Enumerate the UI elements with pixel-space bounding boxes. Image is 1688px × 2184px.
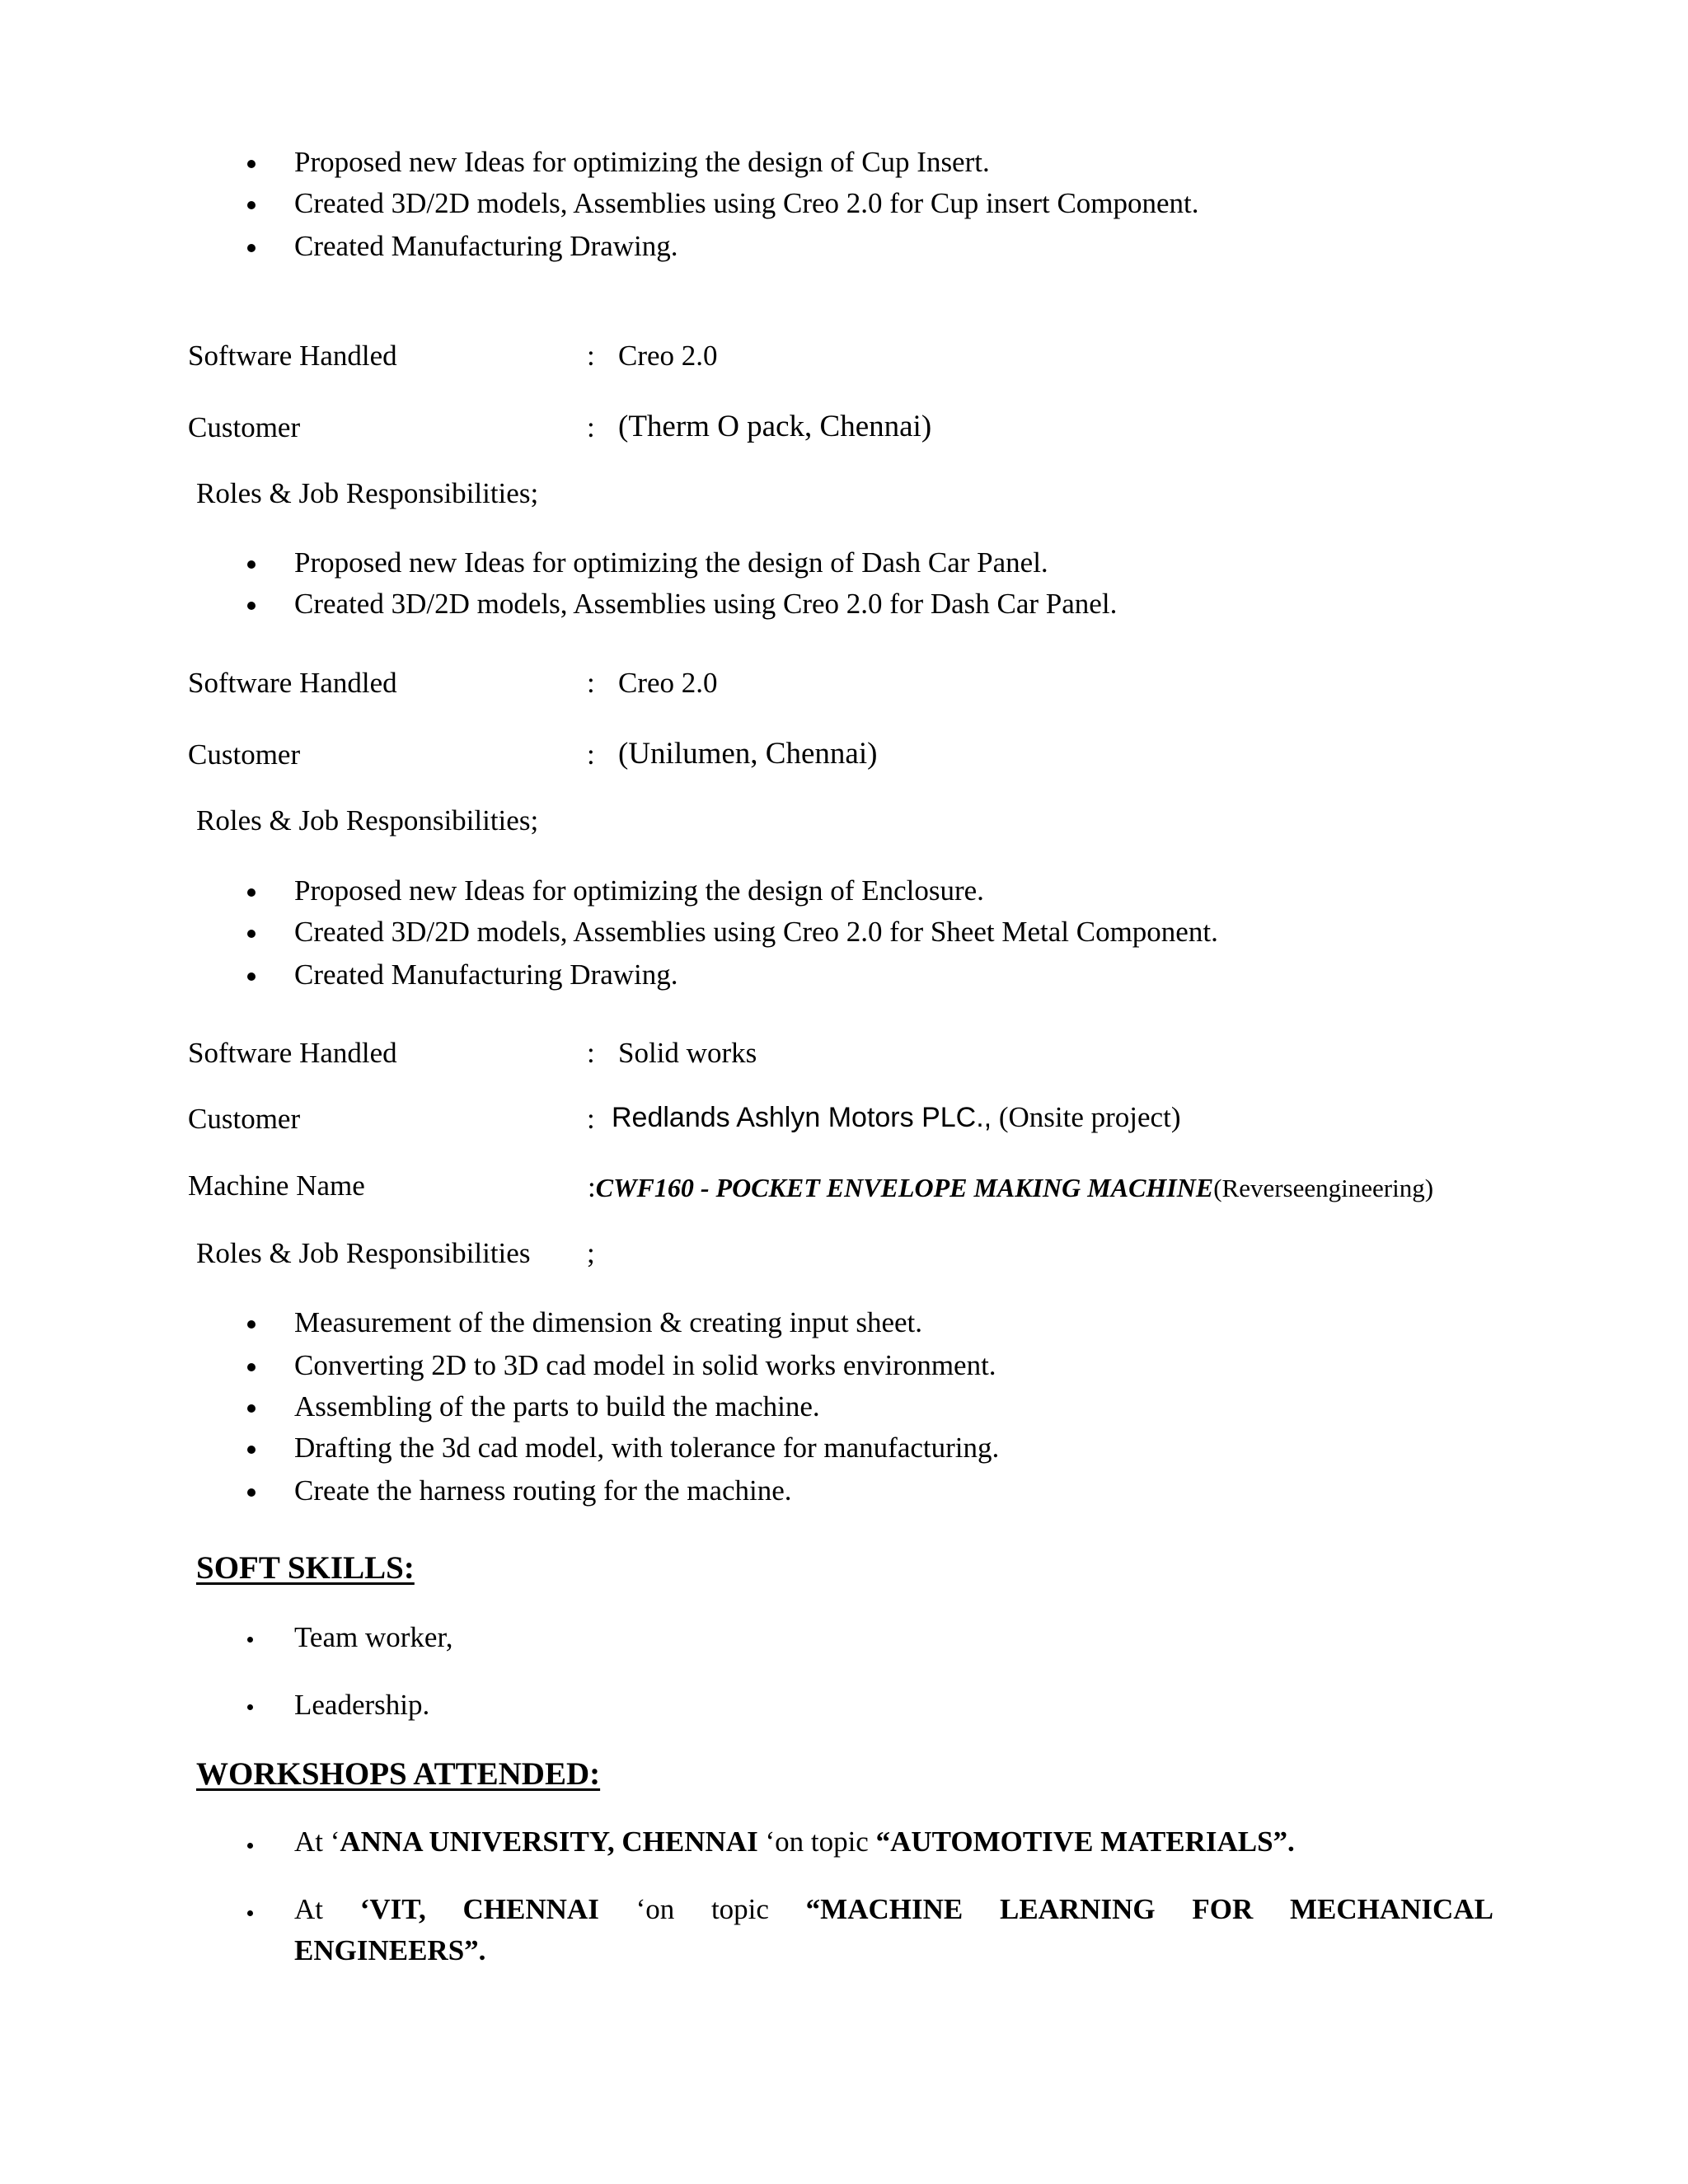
customer-value (612, 1100, 1180, 1135)
roles-suffix: ; (587, 1237, 595, 1269)
bullet-icon (247, 1910, 253, 1916)
machine-note: (Reverseengineering) (1213, 1174, 1434, 1202)
roles-label: Roles & Job Responsibilities (196, 1237, 531, 1269)
machine-label: Machine Name (188, 1169, 365, 1202)
list-item: Create the harness routing for the machine. (294, 1474, 792, 1507)
field-colon: : (587, 1037, 595, 1069)
bullet-icon (247, 1404, 256, 1413)
bullet-icon (247, 1637, 253, 1643)
word: ‘VIT, (359, 1893, 426, 1925)
customer-label: Customer (188, 411, 301, 443)
roles-label: Roles & Job Responsibilities; (196, 477, 539, 509)
machine-name: CWF160 - POCKET ENVELOPE MAKING MACHINE (595, 1173, 1214, 1202)
bullet-icon (247, 1446, 256, 1454)
workshop-at: At ‘ (294, 1825, 340, 1858)
field-colon: : (587, 340, 595, 372)
list-item: Drafting the 3d cad model, with tolerance for manufacturing. (294, 1432, 1000, 1464)
bullet-icon (247, 930, 256, 938)
word: “MACHINE (805, 1893, 964, 1925)
bullet-icon (247, 201, 256, 209)
word: ‘on (635, 1893, 675, 1925)
software-label: Software Handled (188, 667, 397, 699)
word: LEARNING (999, 1893, 1156, 1925)
customer-note: (Onsite project) (998, 1101, 1181, 1133)
list-item: Proposed new Ideas for optimizing the design of Cup Insert. (294, 146, 990, 178)
software-value: Creo 2.0 (618, 340, 718, 372)
list-item: Created Manufacturing Drawing. (294, 958, 678, 991)
software-value: Solid works (618, 1037, 757, 1069)
workshop-2-line-1 (294, 1892, 1493, 1927)
customer-label: Customer (188, 738, 301, 771)
workshop-place: ANNA UNIVERSITY, CHENNAI (340, 1825, 758, 1858)
list-item: Assembling of the parts to build the machine. (294, 1390, 820, 1422)
list-item: Created 3D/2D models, Assemblies using Creo 2.0 for Dash Car Panel. (294, 588, 1118, 620)
customer-label: Customer (188, 1103, 301, 1135)
customer-value: (Unilumen, Chennai) (618, 737, 878, 771)
list-item: Created 3D/2D models, Assemblies using Creo 2.0 for Cup insert Component. (294, 187, 1199, 219)
list-item: Team worker, (294, 1621, 453, 1653)
bullet-icon (247, 244, 256, 252)
word: FOR (1192, 1893, 1254, 1925)
workshop-2-line-2: ENGINEERS”. (294, 1934, 486, 1966)
list-item: Leadership. (294, 1689, 430, 1721)
bullet-icon (247, 160, 256, 168)
roles-label: Roles & Job Responsibilities; (196, 804, 539, 837)
list-item: Proposed new Ideas for optimizing the design of Enclosure. (294, 874, 984, 907)
list-item: Proposed new Ideas for optimizing the design of Dash Car Panel. (294, 546, 1048, 579)
bullet-icon (247, 1488, 256, 1497)
field-colon: : (587, 667, 595, 699)
bullet-icon (247, 972, 256, 981)
list-item: Converting 2D to 3D cad model in solid works environment. (294, 1349, 996, 1381)
field-colon: : (587, 411, 595, 443)
workshop-topic: “AUTOMOTIVE MATERIALS”. (875, 1825, 1295, 1858)
field-colon: : (587, 738, 595, 771)
software-label: Software Handled (188, 340, 397, 372)
word: MECHANICAL (1289, 1893, 1493, 1925)
bullet-icon (247, 560, 256, 569)
section-heading: SOFT SKILLS: (196, 1550, 415, 1586)
customer-value: (Therm O pack, Chennai) (618, 410, 932, 443)
customer-company: Redlands Ashlyn Motors PLC., (612, 1102, 992, 1133)
section-heading: WORKSHOPS ATTENDED: (196, 1756, 601, 1792)
machine-value (588, 1170, 1433, 1205)
software-label: Software Handled (188, 1037, 397, 1069)
list-item: Created Manufacturing Drawing. (294, 230, 678, 262)
field-colon: : (588, 1171, 596, 1203)
bullet-icon (247, 888, 256, 897)
bullet-icon (247, 1320, 256, 1329)
field-colon: : (587, 1103, 595, 1135)
bullet-icon (247, 602, 256, 610)
word: CHENNAI (462, 1893, 599, 1925)
bullet-icon (247, 1704, 253, 1710)
list-item: Measurement of the dimension & creating input sheet. (294, 1306, 923, 1338)
bullet-icon (247, 1363, 256, 1371)
software-value: Creo 2.0 (618, 667, 718, 699)
word: topic (710, 1893, 769, 1925)
bullet-icon (247, 1843, 253, 1849)
workshop-mid: ‘on topic (757, 1825, 876, 1858)
list-item (294, 1825, 1295, 1859)
word: At (294, 1893, 323, 1925)
list-item: Created 3D/2D models, Assemblies using Creo 2.0 for Sheet Metal Component. (294, 916, 1218, 948)
